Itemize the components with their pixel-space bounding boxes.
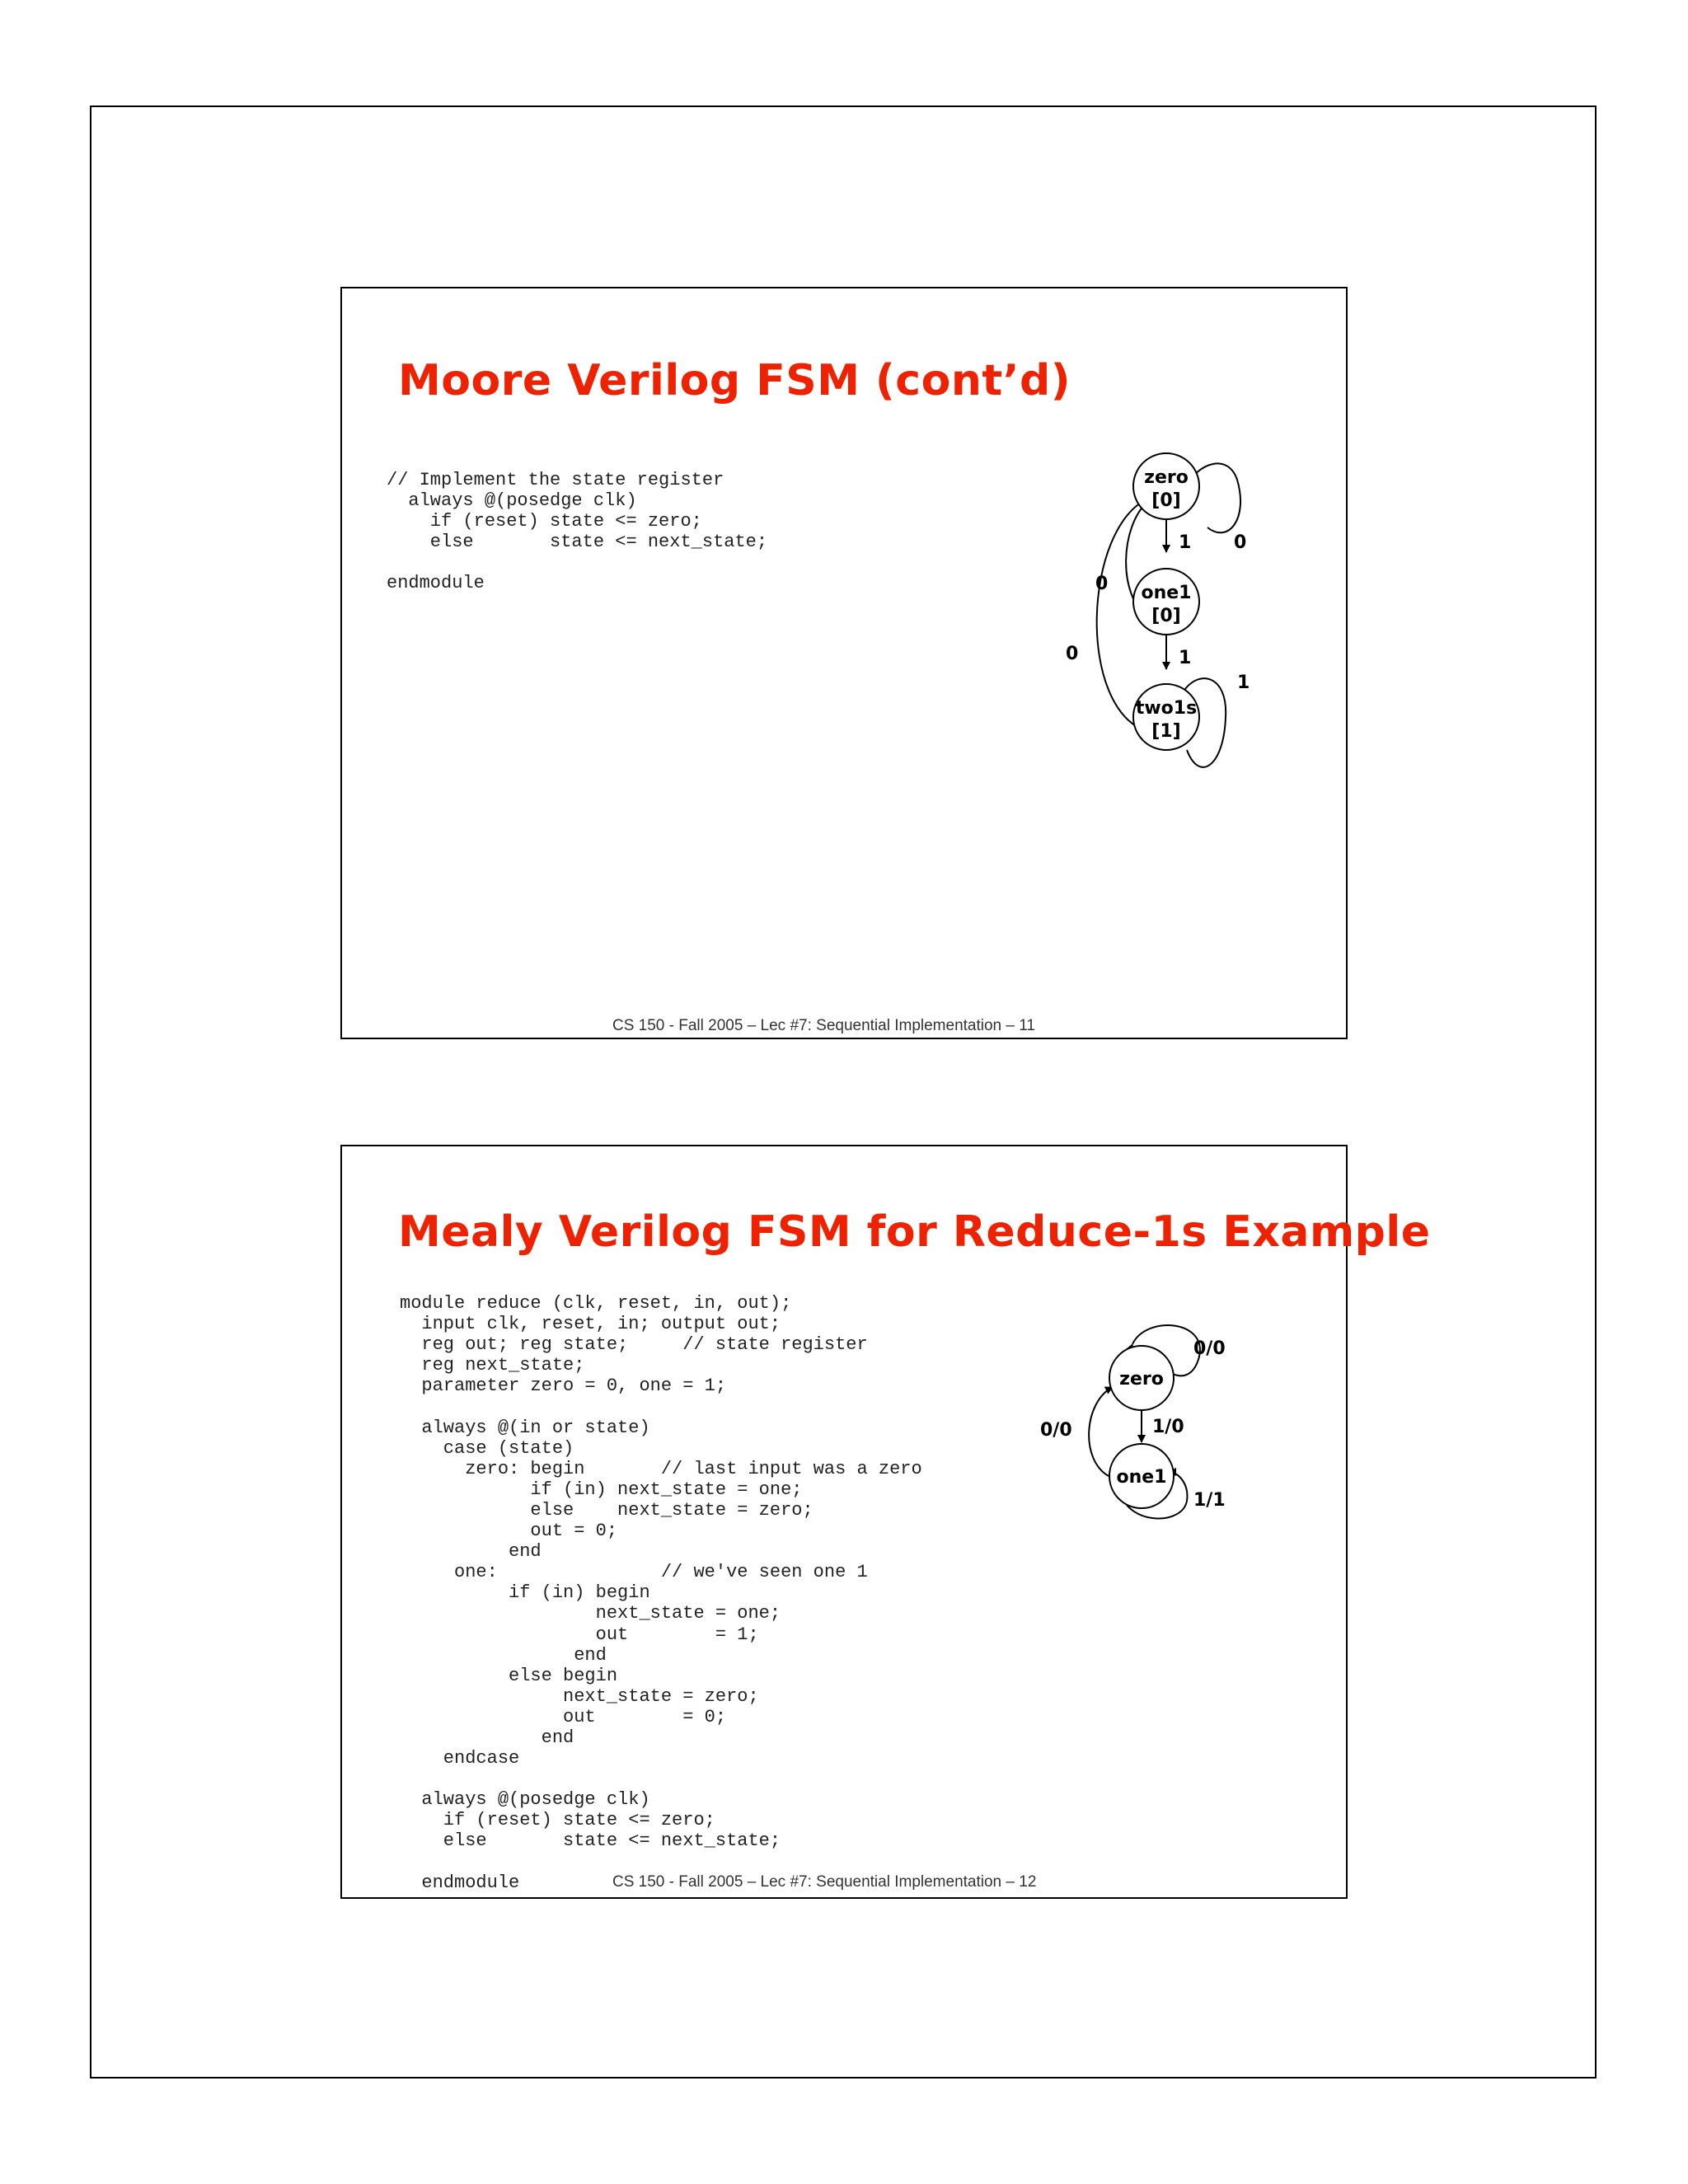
label-two1s-to-zero: 0 — [1066, 644, 1079, 664]
label-zero-to-one1: 1/0 — [1152, 1417, 1184, 1437]
label-one1-to-two1s: 1 — [1179, 648, 1192, 668]
slide-title: Mealy Verilog FSM for Reduce-1s Example — [398, 1207, 1431, 1257]
state-name-two1s: two1s — [1135, 698, 1198, 719]
label-two1s-self: 1 — [1237, 673, 1250, 693]
code-block: module reduce (clk, reset, in, out); input clk, reset, in; output out; reg out; reg state; // state register reg next_state; parameter zero = 0, one = 1; always @(in or state) case (state) zero: begin // last input was a zero if (in) next_state = one; else next_state = zero; out = 0; end one: // we've seen one 1 if (in) begin next_state = one; out = 1; end else begin next_state = zero; out = 0; end endcase always @(posedge clk) if (reset) state <= zero; else state <= next_state; endmodule — [400, 1293, 922, 1893]
label-one1-self: 1/1 — [1193, 1490, 1226, 1511]
label-zero-self: 0 — [1234, 532, 1247, 553]
state-output-one1: [0] — [1151, 606, 1181, 626]
state-name-one1: one1 — [1141, 583, 1192, 603]
state-output-zero: [0] — [1151, 490, 1181, 511]
mealy-state-diagram — [1014, 1319, 1245, 1558]
state-name-zero: zero — [1119, 1369, 1164, 1390]
state-name-zero: zero — [1144, 467, 1189, 488]
label-one1-to-zero: 0 — [1095, 574, 1109, 594]
label-one1-to-zero: 0/0 — [1040, 1420, 1072, 1441]
label-zero-to-one1: 1 — [1179, 532, 1192, 553]
state-output-two1s: [1] — [1151, 721, 1181, 742]
state-name-one1: one1 — [1116, 1467, 1167, 1488]
moore-state-diagram — [1051, 437, 1265, 799]
slide-11 — [340, 287, 1348, 1039]
label-zero-self: 0/0 — [1193, 1338, 1226, 1359]
slide-footer: CS 150 - Fall 2005 – Lec #7: Sequential Implementation – 11 — [612, 1017, 1035, 1034]
slide-footer: CS 150 - Fall 2005 – Lec #7: Sequential Implementation – 12 — [612, 1873, 1037, 1891]
slide-title: Moore Verilog FSM (cont’d) — [398, 356, 1071, 405]
edge-one1-to-zero — [1089, 1387, 1113, 1476]
slide-12 — [340, 1145, 1431, 1899]
code-block: // Implement the state register always @(posedge clk) if (reset) state <= zero; else state <= next_state; endmodule — [387, 470, 768, 594]
